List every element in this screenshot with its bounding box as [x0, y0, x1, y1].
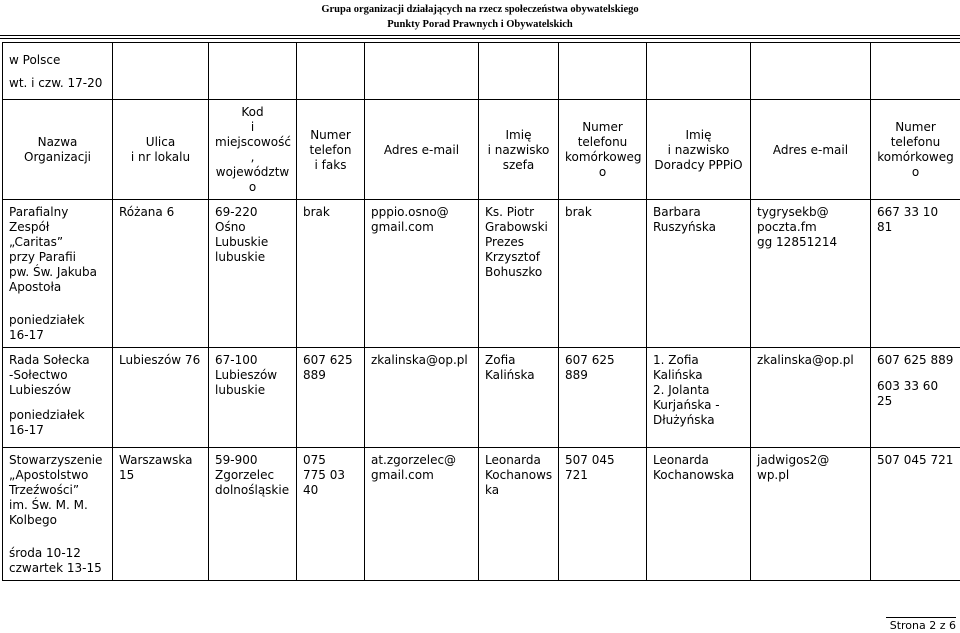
opening-hours-text: poniedziałek: [9, 313, 85, 327]
head-text: Kochanows: [485, 468, 553, 482]
cell-advisor-mobile: [871, 200, 960, 348]
name-text: Parafialny Zespół: [9, 205, 69, 234]
cell-postal: [209, 448, 297, 581]
phone-text: 075: [303, 453, 326, 467]
cell-email: [365, 200, 479, 348]
cell-email: [365, 348, 479, 448]
email-text: at.zgorzelec@: [371, 453, 457, 467]
table-row: [3, 348, 960, 448]
name-text: Apostoła: [9, 280, 62, 294]
cell-head: [479, 348, 559, 448]
postal-text: Ośno: [215, 220, 246, 234]
top-line-1: w Polsce: [9, 52, 61, 67]
column-header-text: i nr lokalu: [130, 150, 191, 164]
top-row: [3, 43, 960, 100]
column-header-5: [365, 100, 479, 200]
phone-text: brak: [303, 205, 330, 219]
street-text: Lubieszów 76: [119, 353, 201, 367]
head-text: Zofia: [485, 353, 516, 367]
postal-text: 59-900: [215, 453, 258, 467]
cell-street: [113, 200, 209, 348]
column-header-text: Adres e-mail: [772, 142, 849, 157]
head-text: Ks. Piotr: [485, 205, 535, 219]
cell-advisor-mobile: [871, 348, 960, 448]
column-header-2: [113, 100, 209, 200]
column-header-text: Adres e-mail: [383, 142, 460, 157]
header-line-1: Grupa organizacji działających na rzecz społeczeństwa obywatelskiego: [321, 4, 639, 15]
column-header-text: Numer: [582, 120, 623, 134]
street-text: Różana 6: [119, 205, 175, 219]
cell-postal: [209, 348, 297, 448]
column-header-text: Doradcy PPPiO: [654, 157, 743, 172]
table-header-row: [3, 100, 960, 200]
advisor-text: Dłużyńska: [653, 413, 715, 427]
column-header-4: [297, 100, 365, 200]
header-rule-top: [0, 35, 960, 36]
name-text: „Apostolstwo: [9, 468, 89, 482]
advisor-mobile-text: 603 33 60 25: [877, 379, 939, 408]
cell-name: [3, 448, 113, 581]
column-header-text: ,: [250, 150, 255, 164]
cell-advisor-email: [751, 448, 871, 581]
cell-head-mobile: [559, 448, 647, 581]
column-header-text: komórkoweg: [565, 150, 642, 164]
column-header-text: miejscowość: [215, 135, 291, 149]
opening-hours-text: czwartek 13-15: [9, 561, 102, 575]
email-text: pppio.osno@: [371, 205, 449, 219]
head-text: ka: [485, 483, 500, 497]
cell-name: [3, 348, 113, 448]
column-header-1: [3, 100, 113, 200]
name-text: Stowarzyszenie: [9, 453, 103, 467]
column-header-9: [751, 100, 871, 200]
postal-text: 67-100: [215, 353, 258, 367]
advisor-mobile-text: 507 045 721: [877, 453, 954, 467]
column-header-text: telefonu: [890, 135, 941, 149]
column-header-text: telefonu: [577, 135, 628, 149]
opening-hours-text: poniedziałek: [9, 408, 85, 422]
name-text: im. Św. M. M.: [9, 498, 88, 512]
cell-head-mobile: [559, 348, 647, 448]
postal-text: dolnośląskie: [215, 483, 290, 497]
cell-advisor: [647, 348, 751, 448]
cell-head: [479, 200, 559, 348]
column-header-text: Kod: [241, 105, 264, 119]
advisor-email-text: gg 12851214: [757, 235, 838, 249]
cell-street: [113, 448, 209, 581]
column-header-3: [209, 100, 297, 200]
postal-text: Lubuskie: [215, 235, 269, 249]
head-mobile-text: 507 045 721: [565, 453, 615, 482]
head-text: Krzysztof: [485, 250, 541, 264]
postal-text: Zgorzelec: [215, 468, 275, 482]
column-header-text: i nazwisko: [667, 142, 730, 157]
phone-text: 607 625: [303, 353, 353, 367]
advisor-email-text: zkalinska@op.pl: [757, 353, 854, 367]
cell-head-mobile: [559, 200, 647, 348]
email-text: zkalinska@op.pl: [371, 353, 468, 367]
cell-postal: [209, 200, 297, 348]
advisor-text: 1. Zofia: [653, 353, 699, 367]
advisor-mobile-text: 607 625 889: [877, 353, 954, 367]
column-header-text: Numer: [895, 120, 936, 134]
opening-hours-text: 16-17: [9, 423, 44, 437]
cell-phone: [297, 448, 365, 581]
name-text: -Sołectwo: [9, 368, 68, 382]
phone-text: 889: [303, 368, 326, 382]
column-header-text: Nazwa: [37, 135, 78, 149]
cell-advisor: [647, 448, 751, 581]
advisor-text: Kurjańska -: [653, 398, 720, 412]
name-text: przy Parafii: [9, 250, 76, 264]
advisor-mobile-text: 667 33 10 81: [877, 205, 939, 234]
head-text: Bohuszko: [485, 265, 543, 279]
name-text: pw. Św. Jakuba: [9, 265, 97, 279]
advisor-text: Kalińska: [653, 368, 703, 382]
cell-phone: [297, 200, 365, 348]
column-header-text: o: [248, 180, 257, 194]
cell-advisor: [647, 200, 751, 348]
organizations-table: [2, 42, 960, 581]
column-header-text: województw: [215, 165, 290, 179]
head-text: Prezes: [485, 235, 525, 249]
advisor-text: 2. Jolanta: [653, 383, 710, 397]
head-text: Leonarda: [485, 453, 541, 467]
cell-name: [3, 200, 113, 348]
name-text: „Caritas”: [9, 235, 64, 249]
column-header-text: Ulica: [145, 135, 176, 149]
advisor-text: Kochanowska: [653, 468, 735, 482]
advisor-email-text: tygrysekb@: [757, 205, 829, 219]
advisor-email-text: jadwigos2@ wp.pl: [757, 453, 830, 482]
street-text: 15: [119, 468, 135, 482]
email-text: gmail.com: [371, 220, 434, 234]
cell-advisor-email: [751, 348, 871, 448]
advisor-text: Ruszyńska: [653, 220, 717, 234]
table-row: [3, 448, 960, 581]
advisor-text: Barbara: [653, 205, 701, 219]
page-number: Strona 2 z 6: [886, 617, 956, 632]
cell-advisor-mobile: [871, 448, 960, 581]
cell-street: [113, 348, 209, 448]
column-header-7: [559, 100, 647, 200]
column-header-text: Imię: [685, 127, 712, 142]
cell-head: [479, 448, 559, 581]
column-header-text: szefa: [502, 157, 535, 172]
column-header-6: [479, 100, 559, 200]
postal-text: 69-220: [215, 205, 258, 219]
column-header-text: Imię: [505, 127, 532, 142]
head-text: Kalińska: [485, 368, 535, 382]
opening-hours-text: 16-17: [9, 328, 44, 342]
column-header-text: Organizacji: [24, 150, 91, 164]
head-mobile-text: 607 625 889: [565, 353, 615, 382]
column-header-text: o: [911, 165, 920, 179]
cell-advisor-email: [751, 200, 871, 348]
column-header-text: o: [598, 165, 607, 179]
postal-text: lubuskie: [215, 250, 266, 264]
postal-text: Lubieszów: [215, 368, 278, 382]
opening-hours-text: środa 10-12: [9, 546, 81, 560]
top-line-2: wt. i czw. 17-20: [9, 75, 103, 90]
column-header-text: Numer: [310, 127, 351, 142]
column-header-text: i nazwisko: [487, 142, 550, 157]
name-text: Lubieszów: [9, 383, 72, 397]
column-header-text: i: [250, 120, 255, 134]
header-rule-bottom: [0, 38, 960, 39]
name-text: Rada Sołecka: [9, 353, 90, 367]
name-text: Trzeźwości”: [9, 483, 80, 497]
head-text: Grabowski: [485, 220, 548, 234]
cell-email: [365, 448, 479, 581]
advisor-mobile-text: [877, 368, 954, 379]
name-text: Kolbego: [9, 513, 57, 527]
cell-phone: [297, 348, 365, 448]
advisor-text: Leonarda: [653, 453, 709, 467]
table-row: [3, 200, 960, 348]
column-header-8: [647, 100, 751, 200]
column-header-text: telefon: [309, 142, 352, 157]
phone-text: 775 03 40: [303, 468, 345, 497]
column-header-text: komórkoweg: [877, 150, 954, 164]
head-mobile-text: brak: [565, 205, 592, 219]
top-cell: [3, 43, 113, 100]
email-text: gmail.com: [371, 468, 434, 482]
header-line-2: Punkty Porad Prawnych i Obywatelskich: [387, 19, 573, 30]
column-header-10: [871, 100, 960, 200]
street-text: Warszawska: [119, 453, 193, 467]
advisor-email-text: poczta.fm: [757, 220, 817, 234]
column-header-text: i faks: [314, 157, 347, 172]
postal-text: lubuskie: [215, 383, 266, 397]
